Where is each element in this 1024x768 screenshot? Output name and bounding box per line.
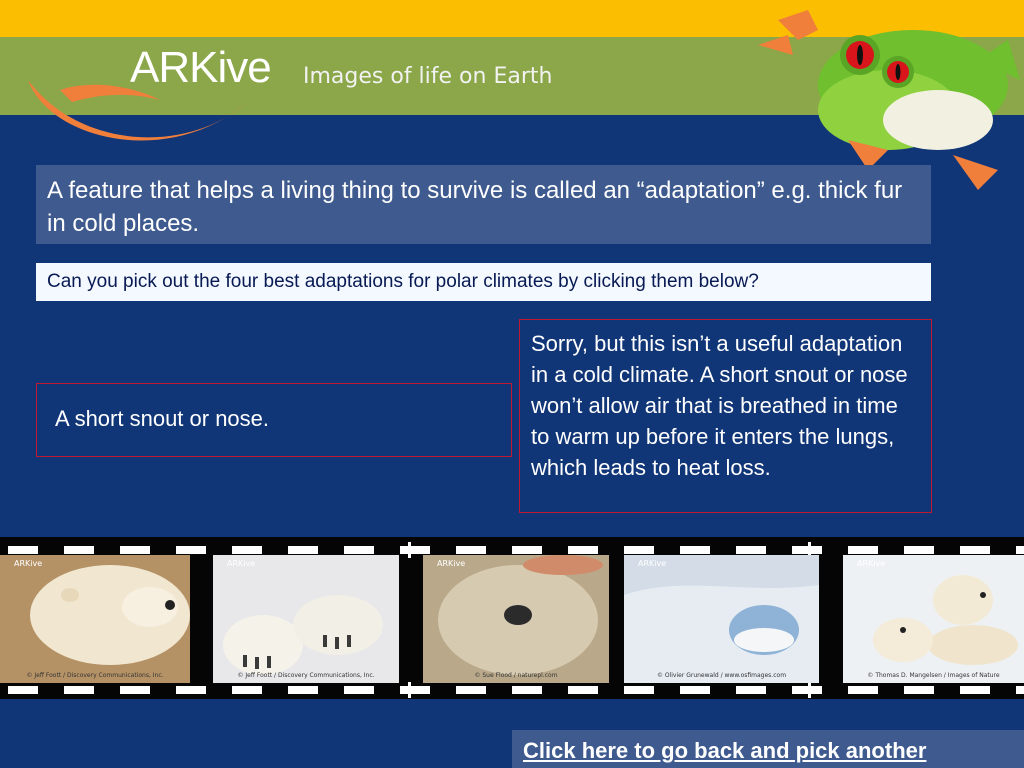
film-frame-snow-den[interactable] — [624, 555, 819, 683]
film-sprocket-hole — [232, 686, 262, 694]
polar-bears-group-image — [843, 555, 1024, 683]
film-frame-divider — [808, 682, 811, 698]
film-frame-polar-bear-fur[interactable] — [423, 555, 609, 683]
film-sprocket-hole — [680, 546, 710, 554]
filmstrip — [0, 537, 1024, 699]
feedback-box — [519, 319, 932, 513]
film-sprocket-hole — [680, 686, 710, 694]
film-sprocket-hole — [848, 686, 878, 694]
frame-credit: © Jeff Foott / Discovery Communications, Inc. — [26, 672, 164, 679]
film-sprocket-hole — [512, 686, 542, 694]
film-sprocket-hole — [8, 546, 38, 554]
frame-credit: © Olivier Grunewald / www.osfimages.com — [656, 672, 787, 679]
film-sprocket-hole — [736, 686, 766, 694]
film-sprocket-hole — [568, 686, 598, 694]
filmstrip-sprockets-top — [0, 546, 1024, 554]
film-sprocket-hole — [1016, 546, 1024, 554]
snow-den-image — [624, 555, 819, 683]
frame-logo: ARKive — [857, 559, 886, 568]
back-link[interactable]: Click here to go back and pick another — [523, 738, 927, 763]
feedback-text: Sorry, but this isn’t a useful adaptation in a cold climate. A short snout or nose won’t allow air that is breathed in time to warm up before it enters the lungs, which leads to heat loss. — [531, 331, 908, 480]
film-sprocket-hole — [624, 546, 654, 554]
film-sprocket-hole — [904, 686, 934, 694]
back-link-box — [512, 730, 1024, 768]
frame-logo: ARKive — [638, 559, 667, 568]
frame-credit: © Thomas D. Mangelsen / Images of Nature — [867, 672, 1000, 679]
film-sprocket-hole — [904, 546, 934, 554]
frame-logo: ARKive — [437, 559, 466, 568]
film-sprocket-hole — [512, 546, 542, 554]
film-sprocket-hole — [120, 546, 150, 554]
film-sprocket-hole — [344, 546, 374, 554]
frame-logo: ARKive — [14, 559, 43, 568]
polar-bear-paws-image — [213, 555, 399, 683]
question-box — [36, 263, 931, 301]
film-sprocket-hole — [8, 686, 38, 694]
film-sprocket-hole — [400, 546, 430, 554]
film-sprocket-hole — [288, 546, 318, 554]
frame-logo: ARKive — [227, 559, 256, 568]
film-sprocket-hole — [624, 686, 654, 694]
film-sprocket-hole — [960, 686, 990, 694]
frame-credit: © Sue Flood / naturepl.com — [474, 672, 558, 679]
polar-bear-head-image — [0, 555, 190, 683]
film-sprocket-hole — [568, 546, 598, 554]
film-sprocket-hole — [456, 686, 486, 694]
film-sprocket-hole — [176, 686, 206, 694]
polar-bear-fur-image — [423, 555, 609, 683]
intro-text-box — [36, 165, 931, 244]
frame-credit: © Jeff Foott / Discovery Communications, Inc. — [237, 672, 375, 679]
film-sprocket-hole — [288, 686, 318, 694]
film-frame-polar-bears-group[interactable] — [843, 555, 1024, 683]
film-sprocket-hole — [1016, 686, 1024, 694]
film-sprocket-hole — [792, 686, 822, 694]
film-sprocket-hole — [64, 546, 94, 554]
film-sprocket-hole — [848, 546, 878, 554]
film-sprocket-hole — [344, 686, 374, 694]
film-sprocket-hole — [960, 546, 990, 554]
tagline: Images of life on Earth — [303, 64, 553, 89]
film-frame-polar-bear-head[interactable] — [0, 555, 190, 683]
film-sprocket-hole — [792, 546, 822, 554]
filmstrip-sprockets-bottom — [0, 686, 1024, 694]
film-sprocket-hole — [232, 546, 262, 554]
question-text: Can you pick out the four best adaptations for polar climates by clicking them below? — [47, 271, 759, 292]
selected-answer-box — [36, 383, 512, 457]
film-sprocket-hole — [736, 546, 766, 554]
selected-answer-text: A short snout or nose. — [55, 406, 270, 431]
film-frame-divider — [408, 542, 411, 558]
film-sprocket-hole — [400, 686, 430, 694]
intro-text: A feature that helps a living thing to survive is called an “adaptation” e.g. thick fur in cold places. — [47, 177, 903, 237]
film-frame-polar-bear-paws[interactable] — [213, 555, 399, 683]
film-sprocket-hole — [64, 686, 94, 694]
film-frame-divider — [408, 682, 411, 698]
film-sprocket-hole — [176, 546, 206, 554]
brand-name: ARKive — [130, 43, 271, 92]
film-sprocket-hole — [456, 546, 486, 554]
film-sprocket-hole — [120, 686, 150, 694]
